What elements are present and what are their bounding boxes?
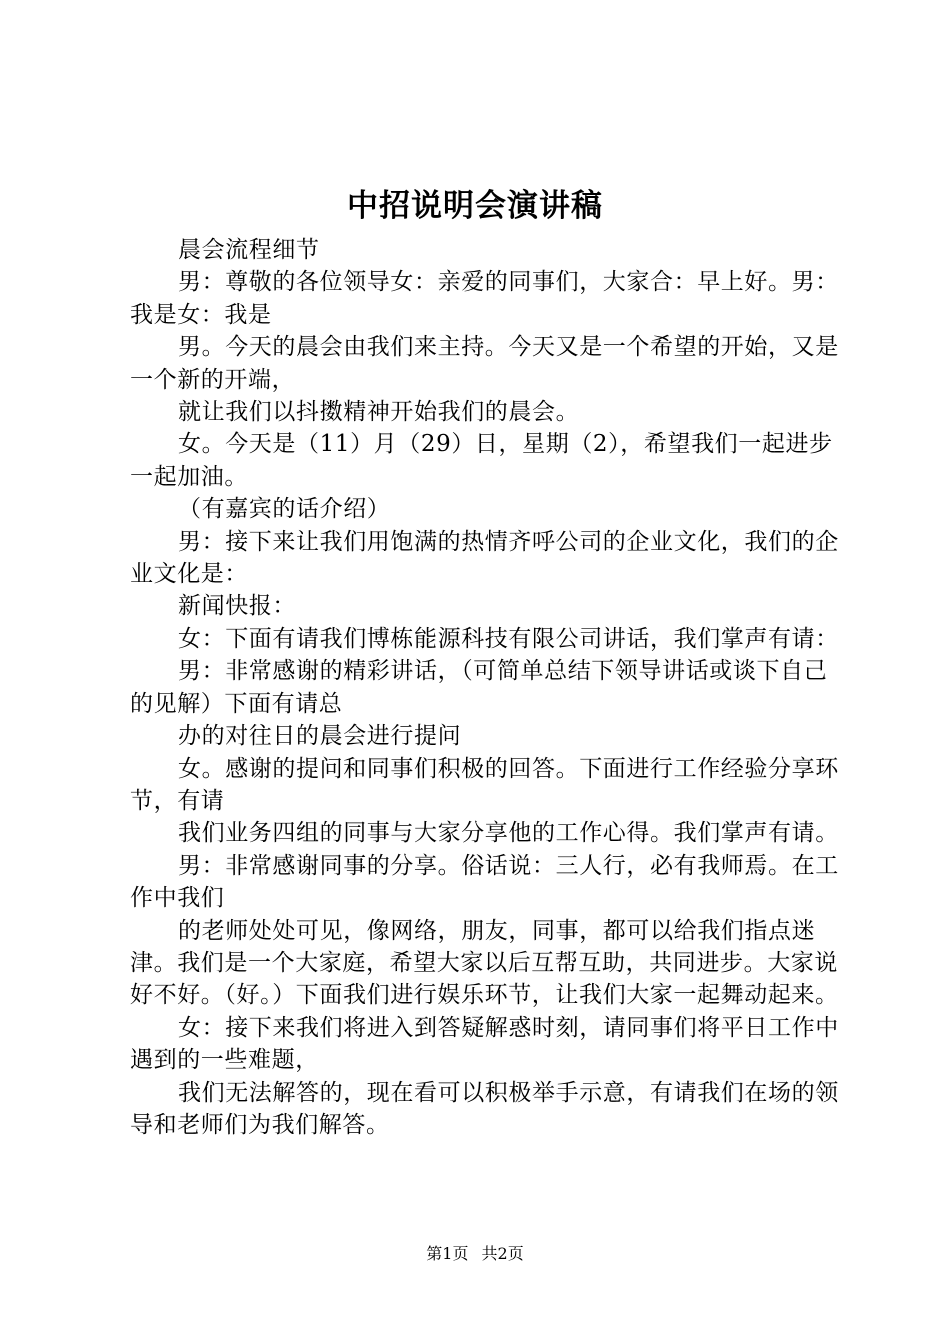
paragraph: 男：非常感谢的精彩讲话，（可简单总结下领导讲话或谈下自己的见解）下面有请总 — [130, 658, 828, 717]
document-title: 中招说明会演讲稿 — [347, 188, 603, 224]
paragraph: 男：非常感谢同事的分享。俗话说：三人行，必有我师焉。在工作中我们 — [130, 852, 839, 912]
page-footer — [0, 1242, 950, 1266]
paragraph: 男。今天的晨会由我们来主持。今天又是一个希望的开始，又是一个新的开端， — [130, 334, 839, 393]
paragraph: 新闻快报： — [178, 593, 296, 620]
paragraph: 男：接下来让我们用饱满的热情齐呼公司的企业文化，我们的企业文化是： — [130, 528, 839, 588]
paragraph: 女。今天是（11）月（29）日，星期（2），希望我们一起进步一起加油。 — [130, 431, 833, 490]
paragraph: 的老师处处可见，像网络，朋友，同事，都可以给我们指点迷津。我们是一个大家庭，希望大家以后互帮互助，共同进步。大家说好不好。（好。）下面我们进行娱乐环节，让我们大家一起舞动起来。 — [130, 917, 839, 1009]
paragraph: 女：下面有请我们博栋能源科技有限公司讲话，我们掌声有请： — [178, 625, 839, 652]
paragraph: 晨会流程细节 — [178, 237, 320, 263]
paragraph: 我们无法解答的，现在看可以积极举手示意，有请我们在场的领导和老师们为我们解答。 — [130, 1079, 839, 1138]
paragraph: 女。感谢的提问和同事们积极的回答。下面进行工作经验分享环节，有请 — [130, 755, 839, 814]
page-total: 共2页 — [481, 1244, 524, 1263]
page-number: 第1页 — [426, 1244, 469, 1263]
paragraph: 我们业务四组的同事与大家分享他的工作心得。我们掌声有请。 — [178, 820, 839, 847]
document-body — [130, 234, 850, 1141]
paragraph: 就让我们以抖擞精神开始我们的晨会。 — [178, 399, 580, 426]
paragraph: 办的对往日的晨会进行提问 — [178, 723, 462, 750]
paragraph: （有嘉宾的话介绍） — [178, 496, 391, 523]
paragraph: 男：尊敬的各位领导女：亲爱的同事们，大家合：早上好。男：我是女：我是 — [130, 269, 839, 328]
paragraph: 女：接下来我们将进入到答疑解惑时刻，请同事们将平日工作中遇到的一些难题， — [130, 1014, 839, 1074]
